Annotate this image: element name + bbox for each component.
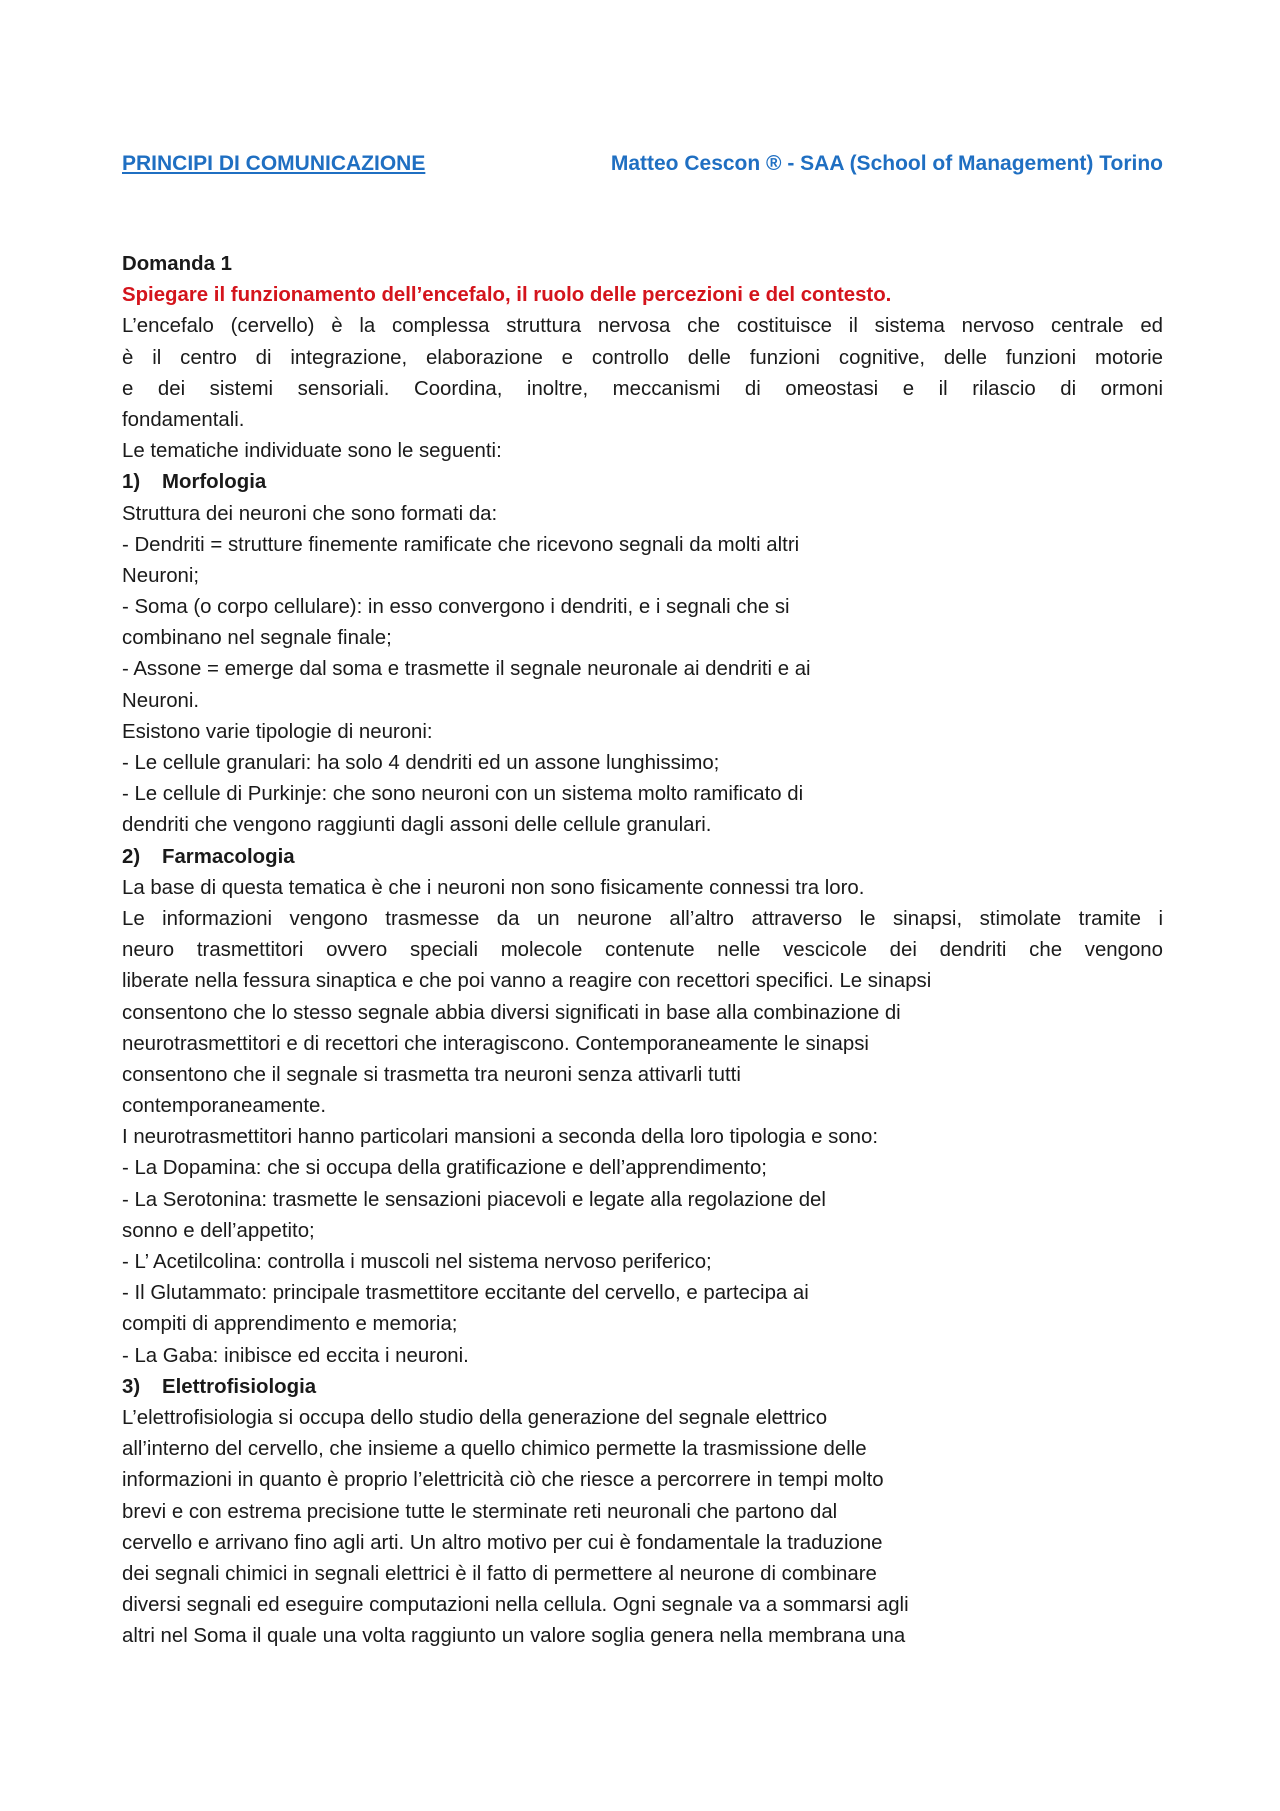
paragraph-line: L’encefalo (cervello) è la complessa struttura nervosa che costituisce il sistema nervoso centrale ed [122, 315, 1163, 338]
section-number: 2) [122, 845, 141, 868]
document-title: PRINCIPI DI COMUNICAZIONE [122, 152, 426, 175]
paragraph-line: Neuroni. [122, 689, 200, 712]
paragraph-line: neuro trasmettitori ovvero speciali molecole contenute nelle vescicole dei dendriti che vengono [122, 939, 1163, 962]
section-heading [122, 467, 1163, 498]
section-heading [122, 1372, 1163, 1403]
paragraph-line: sonno e dell’appetito; [122, 1219, 315, 1242]
section-heading [122, 842, 1163, 873]
paragraph-line: Neuroni; [122, 564, 200, 587]
paragraph-line: Esistono varie tipologie di neuroni: [122, 720, 433, 743]
paragraph-line: fondamentali. [122, 408, 245, 431]
paragraph-line: - Soma (o corpo cellulare): in esso convergono i dendriti, e i segnali che si [122, 596, 790, 619]
paragraph-line: L’elettrofisiologia si occupa dello studio della generazione del segnale elettrico [122, 1406, 828, 1429]
paragraph-line: Le informazioni vengono trasmesse da un neurone all’altro attraverso le sinapsi, stimolate tramite i [122, 907, 1163, 930]
paragraph-line: - La Gaba: inibisce ed eccita i neuroni. [122, 1344, 469, 1367]
question-prompt: Spiegare il funzionamento dell’encefalo, il ruolo delle percezioni e del contesto. [122, 284, 892, 307]
author-credit: Matteo Cescon ® - SAA (School of Management) Torino [610, 152, 1163, 175]
paragraph-line: neurotrasmettitori e di recettori che interagiscono. Contemporaneamente le sinapsi [122, 1032, 869, 1055]
paragraph-line: liberate nella fessura sinaptica e che poi vanno a reagire con recettori specifici. Le sinapsi [122, 970, 932, 993]
paragraph-line: La base di questa tematica è che i neuroni non sono fisicamente connessi tra loro. [122, 876, 865, 899]
document-body [122, 249, 1163, 1652]
question-label: Domanda 1 [122, 253, 232, 275]
paragraph-line: diversi segnali ed eseguire computazioni nella cellula. Ogni segnale va a sommarsi agli [122, 1594, 909, 1617]
paragraph-line: contemporaneamente. [122, 1095, 327, 1118]
paragraph-line: consentono che lo stesso segnale abbia diversi significati in base alla combinazione di [122, 1001, 901, 1024]
paragraph-line: brevi e con estrema precisione tutte le sterminate reti neuronali che partono dal [122, 1500, 838, 1523]
paragraph-line: dendriti che vengono raggiunti dagli assoni delle cellule granulari. [122, 814, 712, 837]
paragraph-line: - Le cellule di Purkinje: che sono neuroni con un sistema molto ramificato di [122, 783, 804, 806]
paragraph-line: combinano nel segnale finale; [122, 627, 392, 650]
section-number: 1) [122, 471, 141, 494]
section-title: Morfologia [162, 471, 267, 494]
paragraph-line: cervello e arrivano fino agli arti. Un altro motivo per cui è fondamentale la traduzione [122, 1531, 883, 1554]
paragraph-line: all’interno del cervello, che insieme a quello chimico permette la trasmissione delle [122, 1438, 867, 1461]
paragraph-line: - Il Glutammato: principale trasmettitore eccitante del cervello, e partecipa ai [122, 1282, 809, 1305]
paragraph-line: - La Serotonina: trasmette le sensazioni piacevoli e legate alla regolazione del [122, 1188, 826, 1211]
paragraph-line: - Assone = emerge dal soma e trasmette il segnale neuronale ai dendriti e ai [122, 658, 811, 681]
paragraph-line: - La Dopamina: che si occupa della gratificazione e dell’apprendimento; [122, 1157, 767, 1180]
paragraph-line: e dei sistemi sensoriali. Coordina, inoltre, meccanismi di omeostasi e il rilascio di ormoni [122, 377, 1163, 400]
paragraph-line: I neurotrasmettitori hanno particolari mansioni a seconda della loro tipologia e sono: [122, 1126, 879, 1149]
paragraph-line: altri nel Soma il quale una volta raggiunto un valore soglia genera nella membrana una [122, 1625, 906, 1648]
paragraph-line: dei segnali chimici in segnali elettrici è il fatto di permettere al neurone di combinare [122, 1562, 877, 1585]
paragraph-line: è il centro di integrazione, elaborazione e controllo delle funzioni cognitive, delle funzioni motorie [122, 346, 1163, 369]
paragraph-line: - Dendriti = strutture finemente ramificate che ricevono segnali da molti altri [122, 533, 800, 556]
section-title: Farmacologia [162, 845, 295, 868]
paragraph-line: consentono che il segnale si trasmetta tra neuroni senza attivarli tutti [122, 1063, 741, 1086]
section-number: 3) [122, 1375, 141, 1398]
paragraph-line: informazioni in quanto è proprio l’elettricità ciò che riesce a percorrere in tempi molto [122, 1469, 884, 1492]
section-title: Elettrofisiologia [162, 1375, 317, 1398]
paragraph-line: compiti di apprendimento e memoria; [122, 1313, 458, 1336]
paragraph-line: - Le cellule granulari: ha solo 4 dendriti ed un assone lunghissimo; [122, 752, 720, 774]
paragraph-line: Le tematiche individuate sono le seguenti: [122, 440, 502, 463]
paragraph-line: - L’ Acetilcolina: controlla i muscoli nel sistema nervoso periferico; [122, 1251, 712, 1273]
paragraph-line: Struttura dei neuroni che sono formati da: [122, 502, 498, 525]
